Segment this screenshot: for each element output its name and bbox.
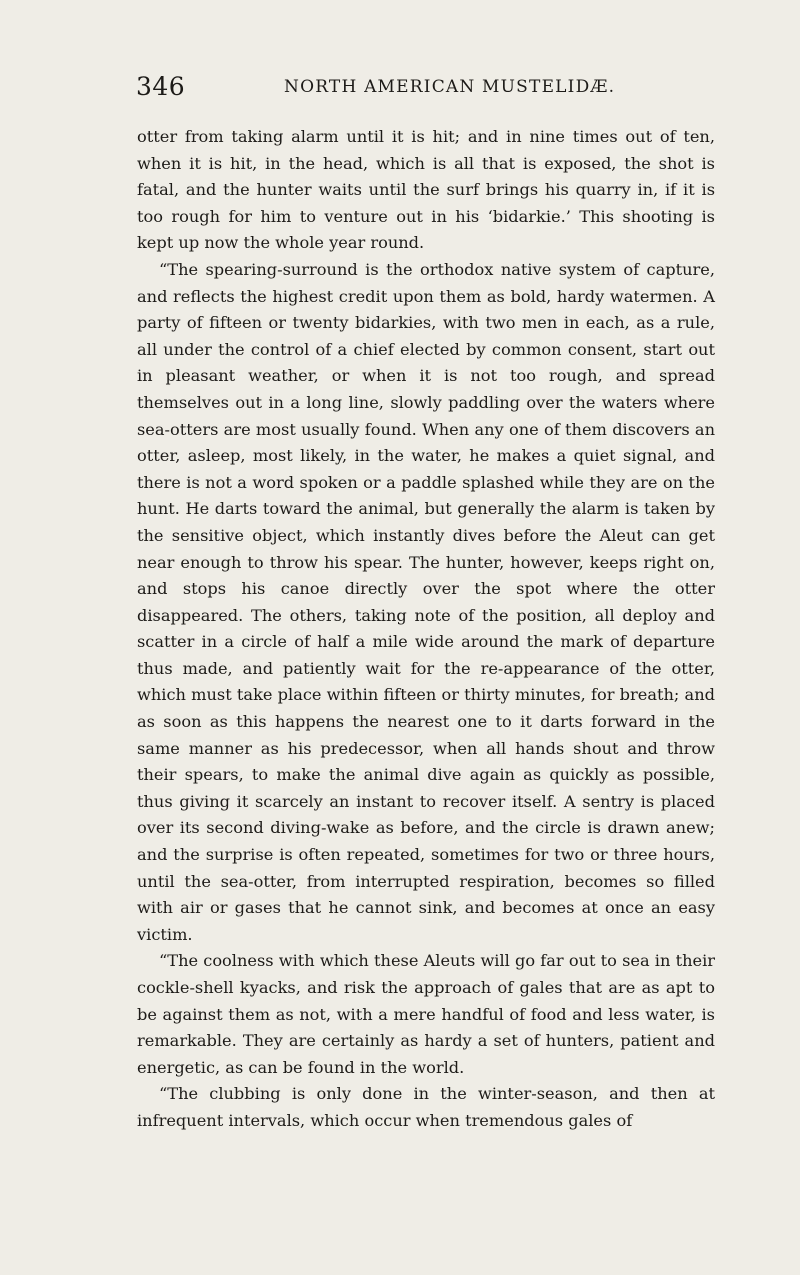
paragraph: “The coolness with which these Aleuts will go far out to sea in their cockle-shell kyacks, and risk the approach of gales that are as apt to be against them as not, with a mere handful of food and less water, is remarkable. They are certainly as hardy a set of hunters, patient and energetic, as can be found in the world. [137, 951, 715, 1077]
body-text [137, 124, 715, 1135]
running-head [136, 72, 716, 108]
running-title: NORTH AMERICAN MUSTELIDÆ. [284, 77, 616, 97]
paragraph: “The spearing-surround is the orthodox native system of capture, and reflects the highest credit upon them as bold, hardy watermen. A party of fifteen or twenty bidarkies, with two men in each, as a rule, all under the control of a chief elected by common consent, start out in pleasant weather, or when it is not too rough, and spread themselves out in a long line, slowly paddling over the waters where sea-otters are most usually found. When any one of them discovers an otter, asleep, most likely, in the water, he makes a quiet signal, and there is not a word spoken or a paddle splashed while they are on the hunt. He darts toward the animal, but generally the alarm is taken by the sensitive object, which instantly dives before the Aleut can get near enough to throw his spear. The hunter, however, keeps right on, and stops his canoe directly over the spot where the otter disappeared. The others, taking note of the position, all deploy and scatter in a circle of half a mile wide around the mark of departure thus made, and patiently wait for the re-appearance of the otter, which must take place within fifteen or thirty minutes, for breath; and as soon as this happens the nearest one to it darts forward in the same manner as his predecessor, when all hands shout and throw their spears, to make the animal dive again as quickly as possible, thus giving it scarcely an instant to recover itself. A sentry is placed over its second diving-wake as before, and the circle is drawn anew; and the surprise is often repeated, sometimes for two or three hours, until the sea-otter, from interrupted respiration, becomes so filled with air or gases that he cannot sink, and becomes at once an easy victim. [137, 259, 715, 944]
paragraph: otter from taking alarm until it is hit; and in nine times out of ten, when it is hit, in the head, which is all that is exposed, the shot is fatal, and the hunter waits until the surf brings his quarry in, if it is too rough for him to venture out in his ‘bidarkie.’ This shooting is kept up now the whole year round. [137, 127, 715, 253]
page-number: 346 [136, 72, 186, 101]
paragraph: “The clubbing is only done in the winter-season, and then at infrequent intervals, which occur when tremendous gales of [137, 1084, 715, 1130]
